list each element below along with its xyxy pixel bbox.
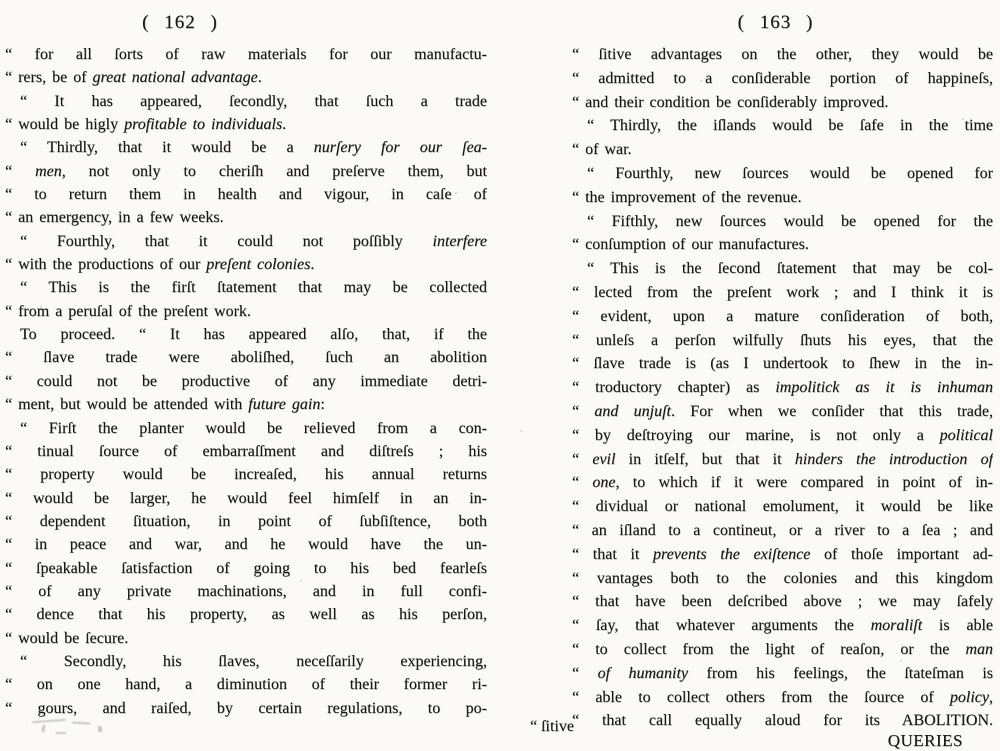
text-line: “ Thirdly, the iſlands would be ſafe in the time — [587, 117, 993, 135]
text-line: “ that it prevents the exiſtence of thoſe important ad- — [572, 545, 993, 563]
text-line: “ on one hand, a diminution of their former ri- — [5, 676, 487, 694]
text-line: “ Firſt the planter would be relieved from a con- — [20, 419, 487, 437]
bleed-through-artifact — [28, 716, 150, 744]
text-line: “ Fifthly, new ſources would be opened for the — [587, 212, 993, 230]
text-line: “ in peace and war, and he would have the un- — [5, 536, 487, 554]
text-line: “ dependent ſituation, in point of ſubſiſtence, both — [5, 512, 487, 530]
text-line: “ ſpeakable ſatisfaction of going to his bed fearleſs — [5, 559, 487, 577]
text-line: “ property would be increaſed, his annual returns — [5, 466, 487, 484]
text-line: “ and unjuſt. For when we conſider that this trade, — [572, 402, 993, 420]
page-163 — [572, 0, 993, 733]
text-line: “ lected from the preſent work ; and I think it is — [572, 283, 993, 301]
text-line: “ would be larger, he would feel himſelf in an in- — [5, 489, 487, 507]
text-line: “ ſay, that whatever arguments the moraliſt is able — [572, 617, 993, 635]
text-line: “ one, to which if it were compared in point of in- — [572, 474, 993, 492]
text-line: “ men, not only to cheriſh and preſerve them, but — [5, 162, 487, 180]
text-line: “ an emergency, in a few weeks. — [5, 209, 224, 227]
catchword-right: QUERIES — [887, 731, 963, 750]
text-line: “ that have been deſcribed above ; we may ſafely — [572, 593, 993, 611]
text-line: “ gours, and raiſed, by certain regulations, to po- — [5, 699, 487, 717]
text-lines — [572, 43, 993, 733]
text-line: “ of war. — [572, 141, 632, 159]
text-line: “ admitted to a conſiderable portion of happineſs, — [572, 69, 993, 87]
text-line: “ could not be productive of any immediate detri- — [5, 372, 487, 390]
text-line: “ with the productions of our preſent colonies. — [5, 256, 315, 274]
text-line: “ and their condition be conſiderably improved. — [572, 93, 889, 111]
text-line: “ of any private machinations, and in full confi- — [5, 582, 487, 600]
text-line: “ able to collect others from the ſource of policy, — [572, 688, 993, 706]
text-line: “ Fourthly, new ſources would be opened for — [587, 164, 993, 182]
text-line: “ to return them in health and vigour, in caſe of — [5, 186, 487, 204]
text-line: “ rers, be of great national advantage. — [5, 69, 262, 87]
text-line: “ ſlave trade were aboliſhed, ſuch an abolition — [5, 349, 487, 367]
text-line: To proceed. “ It has appeared alſo, that, if the — [20, 326, 487, 344]
text-line: “ from a peruſal of the preſent work. — [5, 302, 251, 320]
text-line: “ This is the ſecond ſtatement that may be col- — [587, 260, 993, 278]
text-line: “ Secondly, his ſlaves, neceſſarily experiencing, — [20, 652, 487, 670]
text-line: “ troductory chapter) as impolitick as it is inhuman — [572, 379, 993, 397]
catchword-left: “ ſitive — [530, 718, 574, 735]
text-line: “ Fourthly, that it could not poſſibly interfere — [20, 232, 487, 250]
text-line: “ conſumption of our manufactures. — [572, 236, 809, 254]
text-line: “ evident, upon a mature conſideration of both, — [572, 307, 993, 325]
text-line: “ would be higly profitable to individuals. — [5, 116, 287, 134]
text-line: “ unleſs a perſon wilfully ſhuts his eyes, that the — [572, 331, 993, 349]
text-line: “ for all ſorts of raw materials for our manufactu- — [5, 46, 487, 63]
text-line: “ to collect from the light of reaſon, or the man — [572, 640, 993, 658]
text-line: “ the improvement of the revenue. — [572, 188, 802, 206]
text-line: “ that call equally aloud for its ABOLITION. — [572, 712, 993, 730]
text-line: “ tinual ſource of embarraſſment and diſtreſs ; his — [5, 442, 487, 460]
text-line: “ This is the firſt ſtatement that may be collected — [20, 279, 487, 297]
text-line: “ ſitive advantages on the other, they would be — [572, 46, 993, 63]
text-line: “ of humanity from his feelings, the ſtateſman is — [572, 664, 993, 682]
text-lines — [5, 43, 487, 720]
page-162 — [5, 0, 487, 720]
text-line: “ Thirdly, that it would be a nurſery for our ſea- — [20, 139, 487, 157]
paper-speckles — [0, 0, 2, 2]
text-line: “ dividual or national emolument, it would be like — [572, 498, 993, 516]
text-line: “ an iſland to a contineut, or a river to a ſea ; and — [572, 521, 993, 539]
page-number-header-right: ( 163 ) — [737, 12, 814, 33]
text-line: “ ment, but would be attended with future gain: — [5, 396, 325, 414]
text-line: “ would be ſecure. — [5, 629, 129, 647]
text-line: “ It has appeared, ſecondly, that ſuch a trade — [20, 92, 487, 110]
page-number-header-left: ( 162 ) — [142, 12, 218, 33]
text-line: “ ſlave trade is (as I undertook to ſhew in the in- — [572, 355, 993, 373]
text-line: “ vantages both to the colonies and this kingdom — [572, 569, 993, 587]
text-line: “ evil in itſelf, but that it hinders the introduction of — [572, 450, 993, 468]
text-line: “ by deſtroying our marine, is not only a political — [572, 426, 993, 444]
text-line: “ dence that his property, as well as his perſon, — [5, 606, 487, 624]
